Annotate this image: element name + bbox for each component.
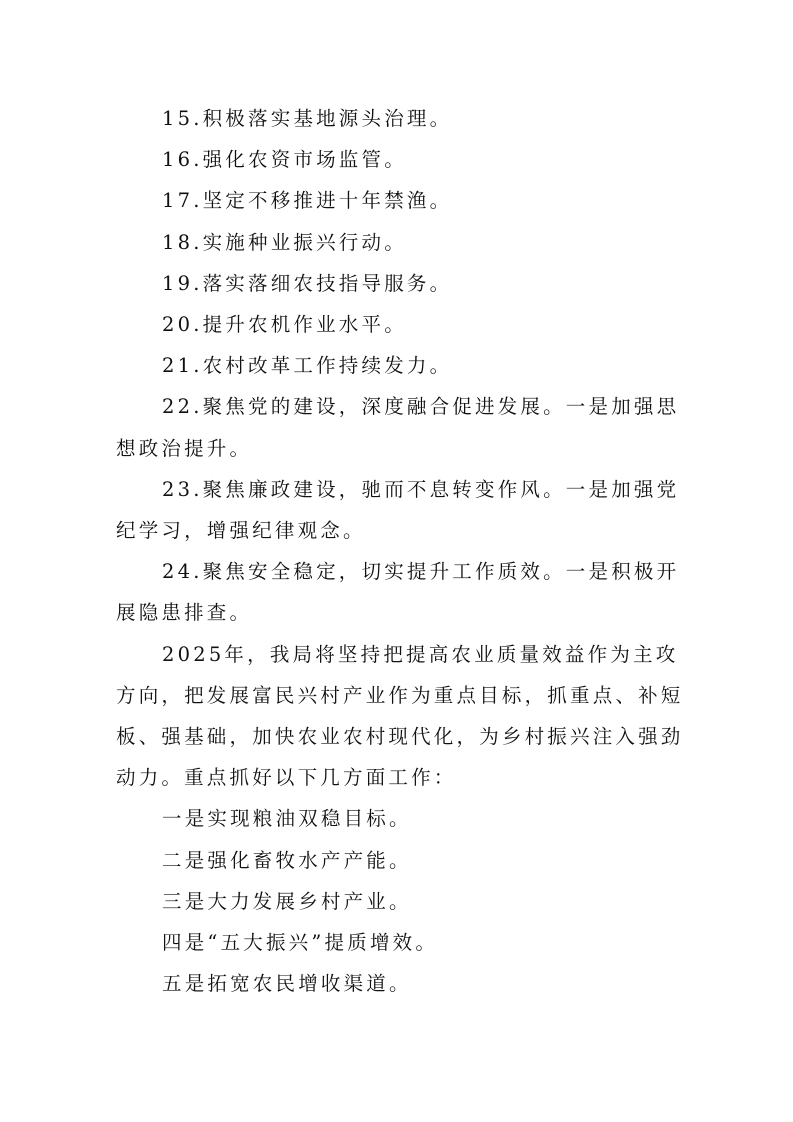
paragraph-21: 21.农村改革工作持续发力。: [162, 354, 453, 378]
paragraph-17: 17.坚定不移推进十年禁渔。: [162, 189, 453, 213]
paragraph-23: 23.聚焦廉政建设，驰而不息转变作风。一是加强党纪学习，增强纪律观念。: [116, 477, 680, 543]
paragraph-2025-plan: 2025年，我局将坚持把提高农业质量效益作为主攻方向，把发展富民兴村产业作为重点目标，抓重点、补短板、强基础，加快农业农村现代化，为乡村振兴注入强劲动力。重点抓好以下几方面工作：: [116, 642, 684, 790]
document-body: [116, 98, 686, 1004]
paragraph-16: 16.强化农资市场监管。: [162, 148, 407, 172]
paragraph-22: 22.聚焦党的建设，深度融合促进发展。一是加强思想政治提升。: [116, 395, 680, 460]
paragraph-18: 18.实施种业振兴行动。: [162, 230, 407, 254]
paragraph-item-one: 一是实现粮油双稳目标。: [162, 807, 412, 831]
paragraph-15: 15.积极落实基地源头治理。: [162, 107, 453, 130]
paragraph-19: 19.落实落细农技指导服务。: [162, 271, 453, 295]
paragraph-item-four: 四是“五大振兴”提质增效。: [162, 931, 439, 955]
paragraph-item-three: 三是大力发展乡村产业。: [162, 889, 412, 913]
paragraph-item-two: 二是强化畜牧水产产能。: [162, 848, 412, 872]
paragraph-24: 24.聚焦安全稳定，切实提升工作质效。一是积极开展隐患排查。: [116, 560, 680, 625]
paragraph-20: 20.提升农机作业水平。: [162, 313, 407, 337]
paragraph-item-five: 五是拓宽农民增收渠道。: [162, 972, 412, 996]
